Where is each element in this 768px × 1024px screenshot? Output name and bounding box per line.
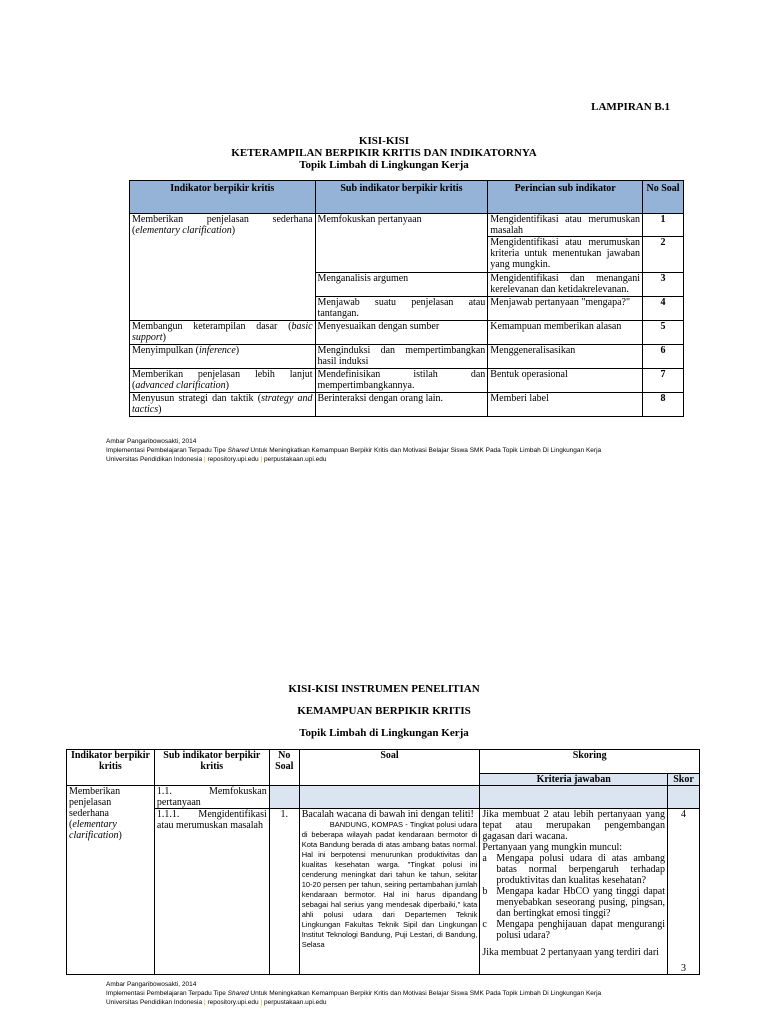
column-header: Sub indikator berpikir kritis [315, 181, 488, 214]
answer-option: a Mengapa polusi udara di atas ambang batas normal berpengaruh terhadap produktivitas dan kualitas kesehatan? [482, 853, 665, 886]
rincian-cell: Menjawab pertanyaan "mengapa?" [488, 297, 643, 321]
footer-links [106, 998, 686, 1007]
answer-option: b Mengapa kadar HbCO yang tinggi dapat menyebabkan seseorang pusing, pingsan, dan bertingkat emosi tinggi? [482, 886, 665, 919]
footer-repository-link[interactable]: repository.upi.edu [207, 999, 259, 1006]
soal-cell [299, 809, 480, 975]
footer-separator: | [260, 456, 263, 463]
kisi-kisi-table [129, 180, 684, 417]
footer-separator: | [260, 999, 263, 1006]
page-gap [0, 510, 768, 645]
indikator-cell: Memberikan penjelasan sederhana (elementary clarification) [130, 214, 316, 321]
footer-library-link[interactable]: perpustakaan.upi.edu [263, 999, 327, 1006]
column-header: Indikator berpikir kritis [67, 750, 155, 786]
rincian-cell: Mengidentifikasi atau merumuskan masalah [488, 214, 643, 237]
rincian-cell: Bentuk operasional [488, 369, 643, 393]
soal-passage: BANDUNG, KOMPAS - Tingkat polusi udara di beberapa wilayah padat kendaraan bermotor di Kota Bandung berada di atas ambang batas normal. Hal ini berpotensi menurunkan produktivitas dan kualitas kesehatan warga. "Tingkat polusi ini cenderung meningkat dari tahun ke tahun, sekitar 10-20 persen per tahun, seiring pertambahan jumlah kendaraan bermotor. Hal ini harus dipandang sebagai hal serius yang mendesak diperbaiki," kata ahli polusi udara dari Departemen Teknik Lingkungan Fakultas Teknik Sipil dan Lingkungan Institut Teknologi Bandung, Puji Lestari, di Bandung, Selasa [301, 820, 478, 949]
column-header: Perincian sub indikator [488, 181, 643, 214]
column-header: Sub indikator berpikir kritis [154, 750, 269, 786]
table-row [130, 321, 684, 345]
rincian-cell: Menggeneralisasikan [488, 345, 643, 369]
footer-separator: | [203, 999, 206, 1006]
footer-author: Ambar Pangaribowosakti, 2014 [106, 981, 197, 988]
footer-links [106, 455, 686, 464]
footer-library-link[interactable]: perpustakaan.upi.edu [263, 456, 327, 463]
page-subtitle: KETERAMPILAN BERPIKIR KRITIS DAN INDIKATORNYA [231, 147, 537, 159]
page-footer [106, 437, 686, 464]
no-soal-cell: 2 [643, 237, 684, 273]
column-header: Indikator berpikir kritis [130, 181, 316, 214]
no-soal-cell: 6 [643, 345, 684, 369]
instrument-title: KISI-KISI INSTRUMEN PENELITIAN [288, 683, 480, 695]
sub-indikator-cell: 1.1. Memfokuskan pertanyaan [154, 786, 269, 809]
footer-title: Implementasi Pembelajaran Terpadu Tipe Shared Untuk Meningkatkan Kemampuan Berpikir Kritis dan Motivasi Belajar Siswa SMK Pada Topik Limbah Di Lingkungan Kerja [106, 990, 602, 997]
skor-value: 4 [680, 809, 686, 820]
kriteria-text: Jika membuat 2 pertanyaan yang terdiri dari [482, 947, 659, 958]
answer-option: c Mengapa penghijauan dapat mengurangi polusi udara? [482, 919, 665, 941]
empty-cell [269, 786, 299, 809]
sub-indikator-cell: Menjawab suatu penjelasan atau tantangan. [315, 297, 488, 321]
page-footer [106, 980, 686, 1007]
no-soal-cell: 8 [643, 393, 684, 417]
page-title-block [0, 135, 768, 171]
table-row [130, 345, 684, 369]
instrument-subtitle: KEMAMPUAN BERPIKIR KRITIS [297, 705, 471, 717]
sub-indikator-cell: Menyesuaikan dengan sumber [315, 321, 488, 345]
footer-repository-link[interactable]: repository.upi.edu [207, 456, 259, 463]
no-soal-cell: 1 [643, 214, 684, 237]
page-topic: Topik Limbah di Lingkungan Kerja [299, 159, 469, 171]
sub-indikator-cell: 1.1.1. Mengidentifikasi atau merumuskan masalah [154, 809, 269, 975]
sub-indikator-cell: Mendefinisikan istilah dan mempertimbangkannya. [315, 369, 488, 393]
instrument-title-block [0, 683, 768, 739]
footer-university: Universitas Pendidikan Indonesia [106, 999, 203, 1006]
sub-indikator-cell: Memfokuskan pertanyaan [315, 214, 488, 273]
rincian-cell: Mengidentifikasi dan menangani kerelevanan dan ketidakrelevanan. [488, 273, 643, 297]
instrument-table [66, 749, 700, 975]
table-row [67, 809, 700, 975]
instrument-topic: Topik Limbah di Lingkungan Kerja [299, 727, 469, 739]
rincian-cell: Memberi label [488, 393, 643, 417]
footer-separator: | [203, 456, 206, 463]
kriteria-text: Jika membuat 2 atau lebih pertanyaan yang tepat atau merupakan pengembangan gagasan dari wacana. [482, 809, 665, 842]
empty-cell [299, 786, 480, 809]
no-soal-cell: 1. [269, 809, 299, 975]
sub-indikator-cell: Menganalisis argumen [315, 273, 488, 297]
indikator-cell: Memberikan penjelasan sederhana (elementary clarification) [67, 786, 155, 975]
table-header-row [130, 181, 684, 214]
indikator-cell: Membangun keterampilan dasar (basic support) [130, 321, 316, 345]
column-header: Skor [667, 774, 699, 786]
rincian-cell: Kemampuan memberikan alasan [488, 321, 643, 345]
table-header-row [67, 750, 700, 774]
column-header: Skoring [480, 750, 700, 774]
column-header: No Soal [643, 181, 684, 214]
column-header: Soal [299, 750, 480, 786]
empty-cell [480, 786, 668, 809]
footer-title: Implementasi Pembelajaran Terpadu Tipe Shared Untuk Meningkatkan Kemampuan Berpikir Kritis dan Motivasi Belajar Siswa SMK Pada Topik Limbah Di Lingkungan Kerja [106, 447, 602, 454]
column-header: Kriteria jawaban [480, 774, 668, 786]
page-title: KISI-KISI [358, 135, 410, 147]
table-row [130, 369, 684, 393]
column-header: No Soal [269, 750, 299, 786]
kriteria-text: Pertanyaan yang mungkin muncul: [482, 842, 623, 853]
skor-cell [667, 809, 699, 975]
footer-author: Ambar Pangaribowosakti, 2014 [106, 438, 197, 445]
document-page-1 [0, 0, 768, 510]
footer-university: Universitas Pendidikan Indonesia [106, 456, 203, 463]
indikator-cell: Menyimpulkan (inference) [130, 345, 316, 369]
appendix-label: LAMPIRAN B.1 [591, 101, 670, 113]
rincian-cell: Mengidentifikasi atau merumuskan kriteria untuk menentukan jawaban yang mungkin. [488, 237, 643, 273]
skor-value: 3 [680, 963, 686, 974]
sub-indikator-cell: Berinteraksi dengan orang lain. [315, 393, 488, 417]
no-soal-cell: 3 [643, 273, 684, 297]
sub-indikator-cell: Menginduksi dan mempertimbangkan hasil induksi [315, 345, 488, 369]
no-soal-cell: 4 [643, 297, 684, 321]
soal-intro: Bacalah wacana di bawah ini dengan teliti! [301, 809, 474, 820]
indikator-cell: Menyusun strategi dan taktik (strategy and tactics) [130, 393, 316, 417]
table-row [130, 393, 684, 417]
no-soal-cell: 7 [643, 369, 684, 393]
empty-cell [667, 786, 699, 809]
table-row [130, 214, 684, 237]
kriteria-cell [480, 809, 668, 975]
table-row [67, 786, 700, 809]
no-soal-cell: 5 [643, 321, 684, 345]
indikator-cell: Memberikan penjelasan lebih lanjut (advanced clarification) [130, 369, 316, 393]
